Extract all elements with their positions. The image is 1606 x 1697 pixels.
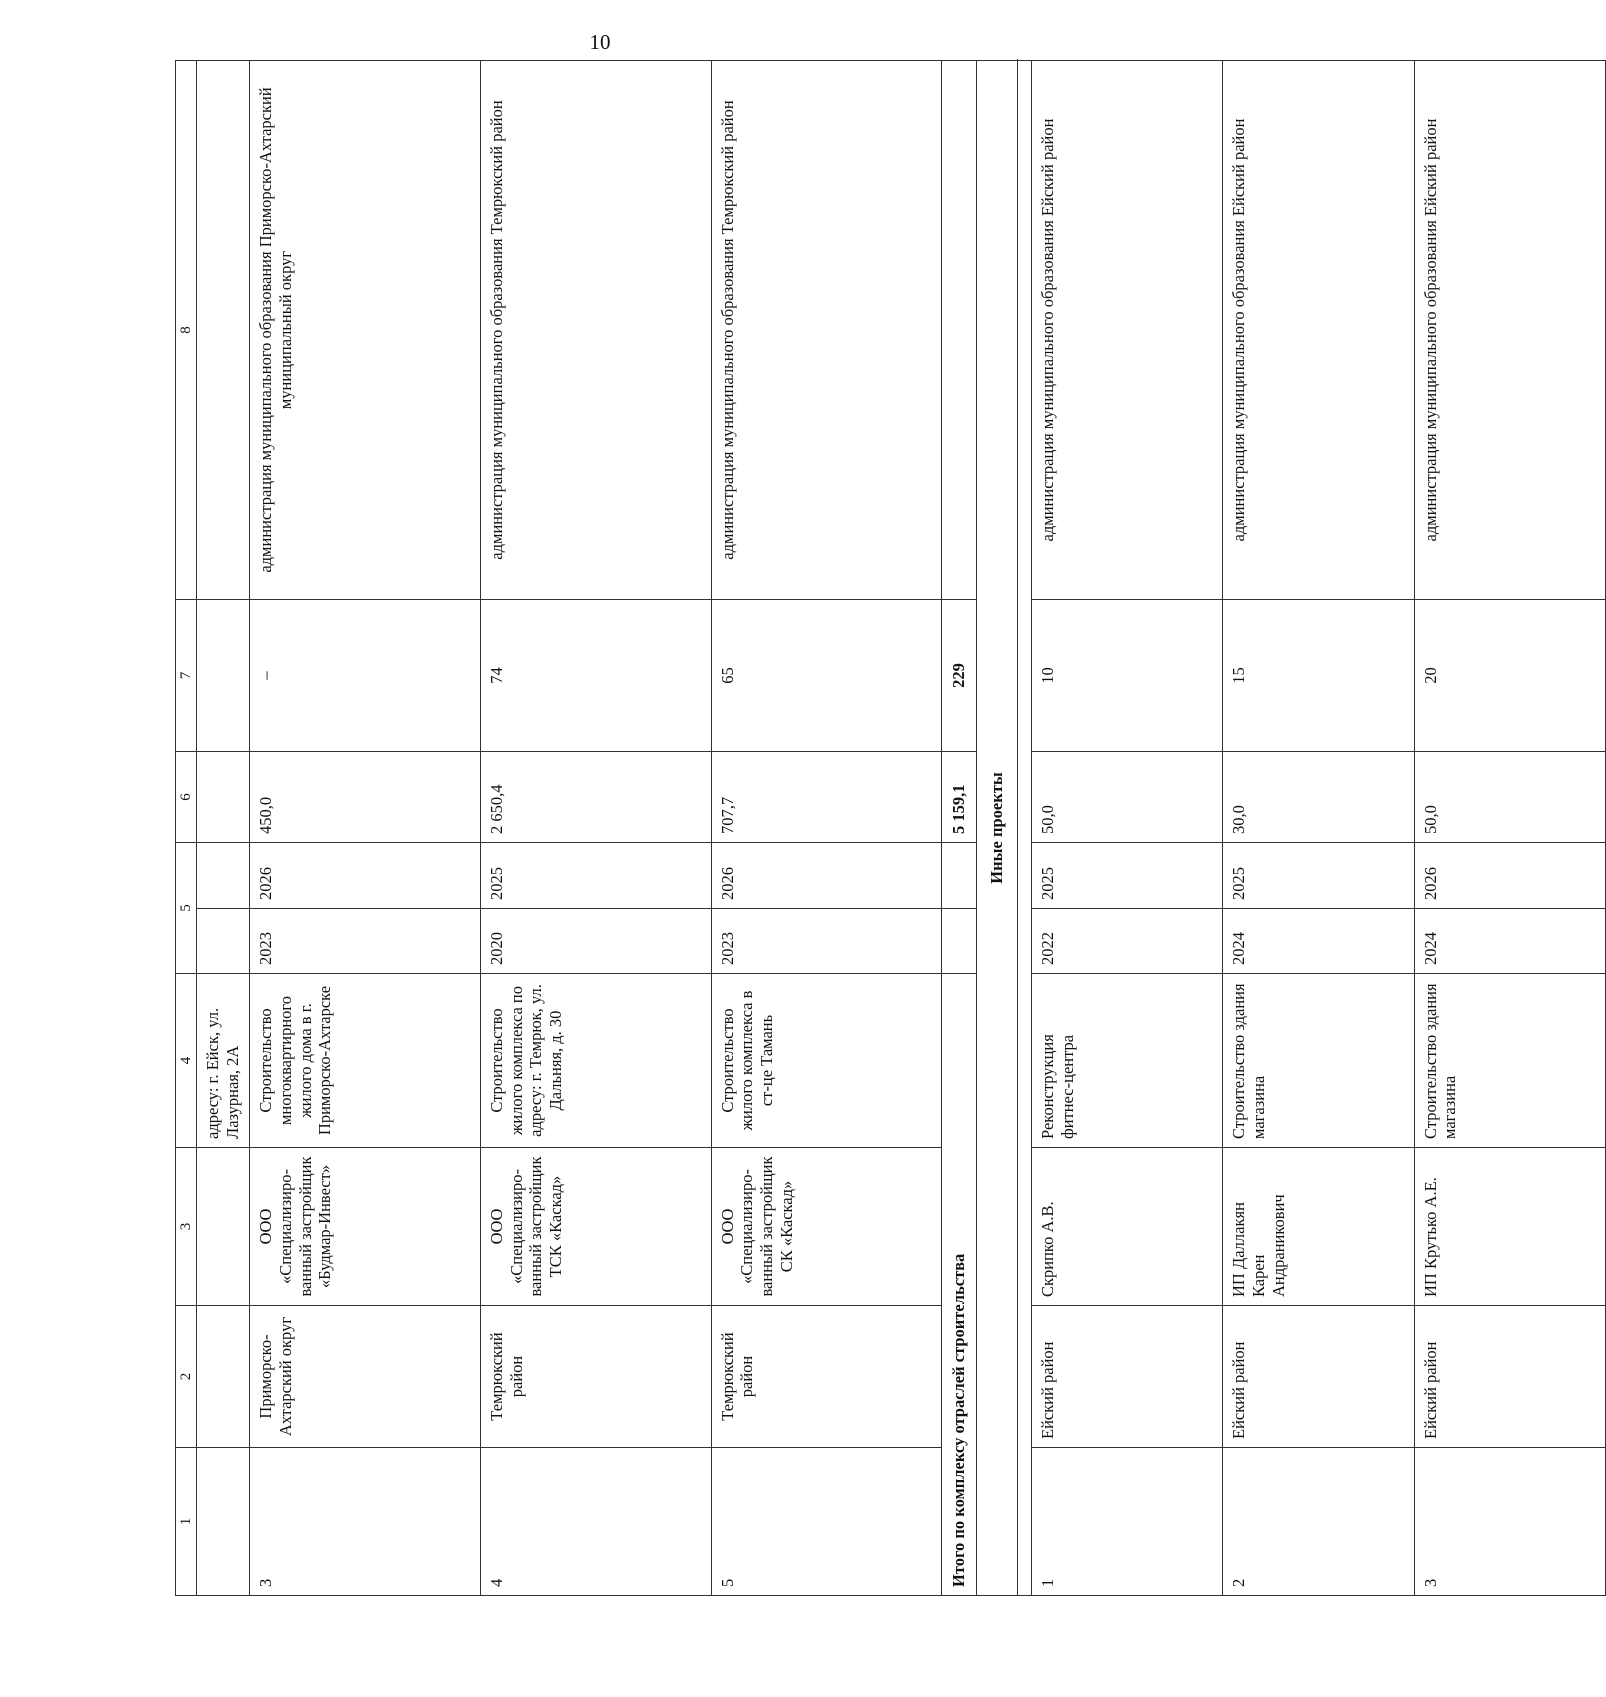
- row-num: 4: [480, 1448, 711, 1596]
- investor: ИП Крутько А.Е.: [1414, 1148, 1605, 1306]
- jobs-count: 74: [480, 600, 711, 752]
- project-object: Реконструкция фитнес-центра: [1032, 974, 1223, 1148]
- row-num: 3: [250, 1448, 481, 1596]
- spacer-row: [1018, 61, 1032, 1596]
- start-year: 2020: [480, 909, 711, 974]
- start-year: 2024: [1414, 909, 1605, 974]
- project-object: Строительство жилого комплекса по адресу: г. Темрюк, ул. Дальняя, д. 30: [480, 974, 711, 1148]
- jobs-count: 15: [1223, 600, 1414, 752]
- continuation-object: адресу: г. Ейск, ул. Лазурная, 2А: [197, 974, 250, 1148]
- end-year: 2026: [250, 843, 481, 909]
- col-header-3: 3: [176, 1148, 197, 1306]
- row-num: 5: [711, 1448, 942, 1596]
- municipality: администрация муниципального образования Ейский район: [1223, 61, 1414, 600]
- rotated-table-container: [175, 61, 1460, 1596]
- municipality: администрация муниципального образования Темрюкский район: [711, 61, 942, 600]
- municipality: администрация муниципального образования Ейский район: [1032, 61, 1223, 600]
- total-label: Итого по комплексу отраслей строительства: [942, 974, 977, 1596]
- section-header-row: [977, 61, 1018, 1596]
- section-title: Иные проекты: [977, 61, 1018, 1596]
- end-year: 2025: [1223, 843, 1414, 909]
- column-number-row: [176, 61, 197, 1596]
- row-num: 2: [1223, 1448, 1414, 1596]
- table-row: [1223, 61, 1414, 1596]
- row-num: 3: [1414, 1448, 1605, 1596]
- investment-amount: 30,0: [1223, 752, 1414, 843]
- total-investment: 5 159,1: [942, 752, 977, 843]
- col-header-6: 6: [176, 752, 197, 843]
- jobs-count: –: [250, 600, 481, 752]
- col-header-4: 4: [176, 974, 197, 1148]
- investor: ООО «Специализиро-ванный застройщик ТСК «Каскад»: [480, 1148, 711, 1306]
- table-row: [1032, 61, 1223, 1596]
- start-year: 2024: [1223, 909, 1414, 974]
- total-jobs: 229: [942, 600, 977, 752]
- total-row: [942, 61, 977, 1596]
- jobs-count: 10: [1032, 600, 1223, 752]
- end-year: 2025: [1032, 843, 1223, 909]
- investment-amount: 2 650,4: [480, 752, 711, 843]
- investor: ООО «Специализиро-ванный застройщик СК «Каскад»: [711, 1148, 942, 1306]
- investment-projects-table: [175, 60, 1606, 1596]
- jobs-count: 65: [711, 600, 942, 752]
- table-row: [250, 61, 481, 1596]
- municipality: администрация муниципального образования Темрюкский район: [480, 61, 711, 600]
- district: Ейский район: [1223, 1306, 1414, 1448]
- start-year: 2023: [250, 909, 481, 974]
- end-year: 2026: [711, 843, 942, 909]
- district: Темрюкский район: [480, 1306, 711, 1448]
- district: Ейский район: [1414, 1306, 1605, 1448]
- investment-amount: 707,7: [711, 752, 942, 843]
- investment-amount: 50,0: [1414, 752, 1605, 843]
- page-number: 10: [589, 30, 611, 54]
- start-year: 2022: [1032, 909, 1223, 974]
- table-row: [711, 61, 942, 1596]
- investor: ООО «Специализиро-ванный застройщик «Будмар-Инвест»: [250, 1148, 481, 1306]
- jobs-count: 20: [1414, 600, 1605, 752]
- investment-amount: 50,0: [1032, 752, 1223, 843]
- municipality: администрация муниципального образования Ейский район: [1414, 61, 1605, 600]
- col-header-1: 1: [176, 1448, 197, 1596]
- district: Ейский район: [1032, 1306, 1223, 1448]
- start-year: 2023: [711, 909, 942, 974]
- end-year: 2026: [1414, 843, 1605, 909]
- row-num: 1: [1032, 1448, 1223, 1596]
- col-header-5: 5: [176, 843, 197, 974]
- project-object: Строительство жилого комплекса в ст-це Тамань: [711, 974, 942, 1148]
- table-row: [480, 61, 711, 1596]
- investor: ИП Даллакян Карен Андраникович: [1223, 1148, 1414, 1306]
- municipality: администрация муниципального образования Приморско-Ахтарский муниципальный округ: [250, 61, 481, 600]
- district: Приморско-Ахтарский округ: [250, 1306, 481, 1448]
- col-header-7: 7: [176, 600, 197, 752]
- project-object: Строительство здания магазина: [1223, 974, 1414, 1148]
- project-object: Строительство многоквартирного жилого дома в г. Приморско-Ахтарске: [250, 974, 481, 1148]
- end-year: 2025: [480, 843, 711, 909]
- investment-amount: 450,0: [250, 752, 481, 843]
- district: Темрюкский район: [711, 1306, 942, 1448]
- col-header-2: 2: [176, 1306, 197, 1448]
- project-object: Строительство здания магазина: [1414, 974, 1605, 1148]
- table-row: [1414, 61, 1605, 1596]
- continuation-row: [197, 61, 250, 1596]
- investor: Скрипко А.В.: [1032, 1148, 1223, 1306]
- col-header-8: 8: [176, 61, 197, 600]
